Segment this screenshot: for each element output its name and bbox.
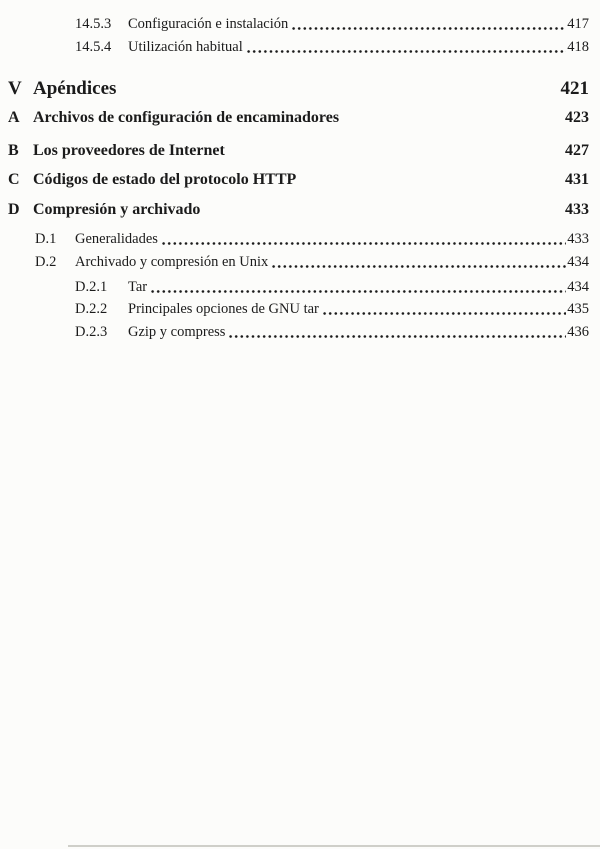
spacer: [343, 121, 564, 124]
entry-page-number: 435: [567, 301, 589, 317]
dot-leader: [229, 335, 566, 338]
spacer: [300, 183, 564, 186]
entry-number: D.1: [35, 231, 57, 247]
dot-leader: [272, 265, 566, 268]
entry-number: D.2: [35, 254, 57, 270]
entry-title: Los proveedores de Internet: [33, 142, 225, 159]
entry-page-number: 421: [560, 78, 589, 99]
dot-leader: [151, 290, 566, 293]
toc-entry: [0, 231, 589, 248]
entry-page-number: 434: [567, 279, 589, 295]
dot-leader: [292, 27, 566, 30]
scan-edge-line: [68, 845, 600, 847]
dot-leader: [323, 312, 566, 315]
spacer: [229, 154, 564, 157]
spacer: [120, 94, 559, 97]
entry-title: Archivos de configuración de encaminadores: [33, 109, 340, 126]
entry-page-number: 431: [565, 171, 589, 188]
entry-title: Principales opciones de GNU tar: [128, 301, 319, 317]
toc-entry-part: [0, 78, 589, 100]
spacer: [204, 213, 564, 216]
entry-title: Tar: [128, 279, 148, 295]
toc-entry: [0, 16, 589, 33]
entry-title: Configuración e instalación: [128, 16, 289, 32]
toc-entry: [0, 279, 589, 296]
entry-title: Compresión y archivado: [33, 201, 201, 218]
entry-number: D.2.1: [75, 279, 108, 295]
entry-title: Archivado y compresión en Unix: [75, 254, 269, 270]
entry-number: D.2.2: [75, 301, 108, 317]
entry-number: 14.5.3: [75, 16, 112, 32]
entry-page-number: 423: [565, 109, 589, 126]
entry-page-number: 433: [565, 201, 589, 218]
entry-number: A: [8, 109, 20, 126]
dot-leader: [162, 242, 566, 245]
entry-page-number: 418: [567, 39, 589, 55]
toc-entry-appendix: [0, 109, 589, 127]
entry-page-number: 436: [567, 324, 589, 340]
entry-title: Códigos de estado del protocolo HTTP: [33, 171, 297, 188]
entry-page-number: 434: [567, 254, 589, 270]
entry-page-number: 427: [565, 142, 589, 159]
entry-number: 14.5.4: [75, 39, 112, 55]
toc-entry: [0, 324, 589, 341]
entry-title: Gzip y compress: [128, 324, 226, 340]
entry-number: C: [8, 171, 20, 188]
entry-number: D.2.3: [75, 324, 108, 340]
dot-leader: [247, 50, 566, 53]
entry-number: B: [8, 142, 19, 159]
entry-page-number: 417: [567, 16, 589, 32]
entry-number: D: [8, 201, 20, 218]
entry-title: Utilización habitual: [128, 39, 243, 55]
toc-entry: [0, 254, 589, 271]
toc-entry-appendix: [0, 142, 589, 160]
toc-entry-appendix: [0, 171, 589, 189]
entry-page-number: 433: [567, 231, 589, 247]
toc-entry: [0, 301, 589, 318]
entry-number: V: [8, 78, 22, 99]
entry-title: Apéndices: [33, 78, 117, 99]
entry-title: Generalidades: [75, 231, 158, 247]
toc-entry: [0, 39, 589, 56]
toc-entry-appendix: [0, 201, 589, 219]
